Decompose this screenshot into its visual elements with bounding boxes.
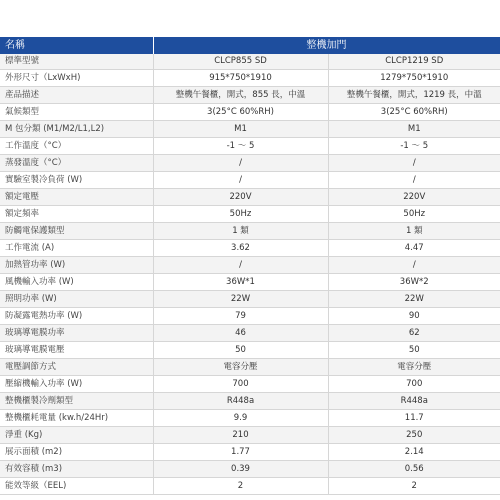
table-row [0,104,500,121]
spec-label: 風機輸入功率 (W) [0,274,153,291]
spec-value-clcp1219: 250 [328,427,500,444]
table-row [0,308,500,325]
spec-label: 加熱管功率 (W) [0,257,153,274]
spec-label: 壓縮機輸入功率 (W) [0,376,153,393]
spec-value-clcp855: 210 [153,427,328,444]
spec-value-clcp855: M1 [153,121,328,138]
spec-value-clcp855: 整機午餐櫃，開式，855 長，中溫 [153,87,328,104]
spec-label: 有效容積 (m3) [0,461,153,478]
spec-value-clcp1219: / [328,155,500,172]
spec-value-clcp855: / [153,172,328,189]
table-row [0,257,500,274]
table-header-row [0,37,500,54]
spec-label: 能效等級（EEL) [0,478,153,495]
table-row [0,376,500,393]
table-row [0,325,500,342]
spec-value-clcp1219: R448a [328,393,500,410]
spec-value-clcp855: CLCP855 SD [153,54,328,70]
spec-label: 玻璃導電膜電壓 [0,342,153,359]
table-row [0,393,500,410]
spec-value-clcp1219: 2 [328,478,500,495]
product-column-header: 整機加門 [153,37,500,54]
spec-value-clcp1219: 22W [328,291,500,308]
table-row [0,54,500,70]
spec-value-clcp1219: 整機午餐櫃，開式，1219 長，中溫 [328,87,500,104]
spec-value-clcp1219: 1279*750*1910 [328,70,500,87]
spec-value-clcp855: 700 [153,376,328,393]
table-row [0,121,500,138]
spec-value-clcp855: 220V [153,189,328,206]
table-row [0,138,500,155]
table-row [0,155,500,172]
spec-value-clcp1219: 3(25°C 60%RH) [328,104,500,121]
table-row [0,291,500,308]
spec-label: 額定頻率 [0,206,153,223]
spec-value-clcp1219: / [328,172,500,189]
spec-value-clcp1219: 11.7 [328,410,500,427]
spec-value-clcp1219: 2.14 [328,444,500,461]
spec-value-clcp1219: 62 [328,325,500,342]
spec-value-clcp1219: M1 [328,121,500,138]
spec-label: 整機櫃耗電量 (kw.h/24Hr) [0,410,153,427]
table-row [0,172,500,189]
table-row [0,342,500,359]
spec-value-clcp1219: 電容分壓 [328,359,500,376]
spec-label: 工作電流 (A) [0,240,153,257]
spec-value-clcp855: 1.77 [153,444,328,461]
spec-label: 氣候類型 [0,104,153,121]
spec-label: 玻璃導電膜功率 [0,325,153,342]
spec-label: 防觸電保護類型 [0,223,153,240]
table-row [0,461,500,478]
spec-value-clcp855: 9.9 [153,410,328,427]
spec-label: 照明功率 (W) [0,291,153,308]
spec-value-clcp855: 3(25°C 60%RH) [153,104,328,121]
spec-label: 標準型號 [0,54,153,70]
table-row [0,189,500,206]
spec-value-clcp1219: / [328,257,500,274]
spec-value-clcp1219: 4.47 [328,240,500,257]
spec-label: 額定電壓 [0,189,153,206]
table-row [0,87,500,104]
spec-table [0,37,500,495]
spec-value-clcp855: 2 [153,478,328,495]
table-row [0,70,500,87]
spec-label: 整機櫃製冷劑類型 [0,393,153,410]
spec-value-clcp855: / [153,257,328,274]
spec-value-clcp1219: CLCP1219 SD [328,54,500,70]
spec-table-body [0,54,500,495]
table-row [0,478,500,495]
spec-label: 蒸發溫度（°C） [0,155,153,172]
name-column-header: 名稱 [0,37,153,54]
table-row [0,359,500,376]
spec-value-clcp855: 46 [153,325,328,342]
spec-value-clcp1219: 50 [328,342,500,359]
spec-value-clcp855: 電容分壓 [153,359,328,376]
spec-value-clcp855: -1 ～ 5 [153,138,328,155]
spec-label: 電壓調節方式 [0,359,153,376]
spec-label: 展示面積 (m2) [0,444,153,461]
spec-value-clcp855: 36W*1 [153,274,328,291]
spec-value-clcp855: 79 [153,308,328,325]
spec-value-clcp855: / [153,155,328,172]
spec-label: 外形尺寸（LxWxH) [0,70,153,87]
spec-value-clcp1219: 700 [328,376,500,393]
table-row [0,274,500,291]
spec-label: 淨重 (Kg) [0,427,153,444]
spec-label: 工作溫度（°C） [0,138,153,155]
spec-value-clcp855: 1 類 [153,223,328,240]
table-row [0,444,500,461]
table-row [0,410,500,427]
table-row [0,427,500,444]
spec-label: 實驗室製冷負荷 (W) [0,172,153,189]
spec-value-clcp855: 0.39 [153,461,328,478]
spec-value-clcp1219: 220V [328,189,500,206]
spec-value-clcp855: 50Hz [153,206,328,223]
spec-label: 防凝露電熱功率 (W) [0,308,153,325]
spec-value-clcp1219: 1 類 [328,223,500,240]
spec-value-clcp855: 50 [153,342,328,359]
spec-value-clcp1219: 36W*2 [328,274,500,291]
spec-label: 產品描述 [0,87,153,104]
spec-label: M 包分類 (M1/M2/L1,L2) [0,121,153,138]
spec-value-clcp1219: 90 [328,308,500,325]
table-row [0,240,500,257]
spec-value-clcp855: 915*750*1910 [153,70,328,87]
spec-value-clcp1219: 0.56 [328,461,500,478]
spec-value-clcp1219: 50Hz [328,206,500,223]
table-row [0,223,500,240]
spec-value-clcp1219: -1 ～ 5 [328,138,500,155]
table-row [0,206,500,223]
spec-value-clcp855: 22W [153,291,328,308]
spec-value-clcp855: R448a [153,393,328,410]
spec-value-clcp855: 3.62 [153,240,328,257]
